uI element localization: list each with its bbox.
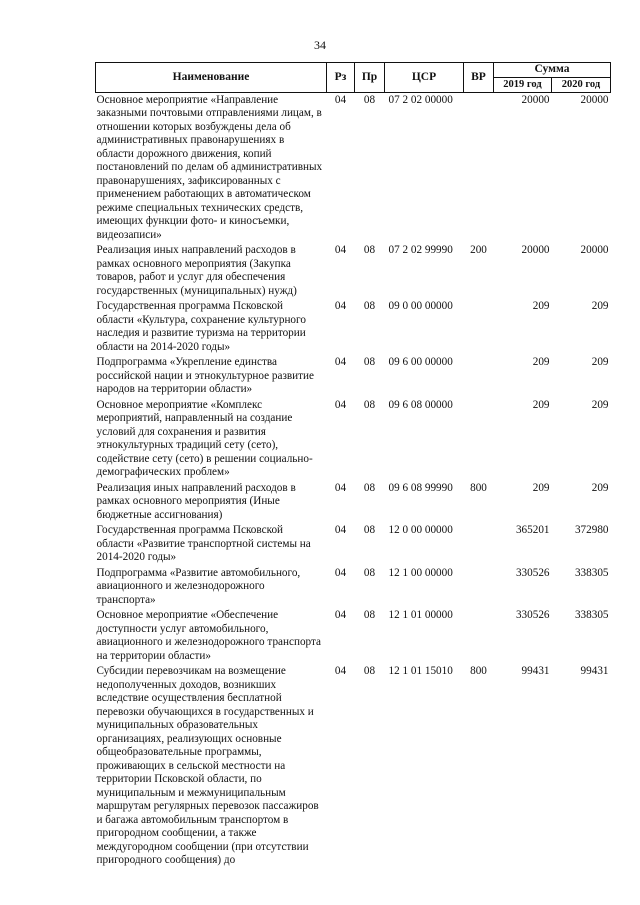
header-name: Наименование [96,63,327,93]
row-rz: 04 [334,609,347,621]
row-amount-2020: 209 [591,398,609,411]
budget-table [95,62,611,870]
row-vr [464,609,494,665]
row-rz: 04 [334,300,347,312]
row-amount-2019: 365201 [515,524,550,536]
row-amount-2019: 209 [532,300,550,312]
row-name: Подпрограмма «Развитие автомобильного, авиационного и железнодорожного транспорта» [96,566,301,606]
row-name: Реализация иных направлений расходов в рамках основного мероприятия (Закупка товаров, работ и услуг для обеспечения государственных (муниципальных) нужд) [96,244,297,297]
row-name: Подпрограмма «Укрепление единства российской нации и этнокультурное развитие народов на территории области» [96,356,314,395]
header-year-2019: 2019 год [494,78,552,93]
row-amount-2020: 338305 [574,566,609,579]
table-row [96,356,611,399]
header-rz: Рз [327,63,355,93]
table-header [96,63,611,93]
table-row [96,524,611,567]
row-pr: 08 [363,524,376,536]
table-row [96,567,611,610]
row-amount-2020: 99431 [580,665,609,677]
row-csr: 12 0 00 00000 [388,524,453,536]
row-pr: 08 [363,356,376,368]
table-body [96,92,611,870]
header-csr: ЦСР [385,63,464,93]
table-row [96,665,611,870]
row-pr: 08 [363,244,376,256]
row-pr: 08 [363,93,376,106]
row-name: Основное мероприятие «Направление заказными почтовыми отправлениями лицам, в отношении которых возбуждены дела об административных правонарушениях в области дорожного движения, копий постановлений по делам об административных правонарушениях, зафиксированных с применением работающих в автоматическом режиме специальных технических средств, имеющих функции фото- и киносъемки, видеозаписи» [96,93,323,241]
row-amount-2020: 209 [591,356,609,368]
row-amount-2019: 209 [532,356,550,368]
row-vr: 800 [470,481,487,494]
row-csr: 09 6 00 00000 [388,356,453,368]
row-name: Реализация иных направлений расходов в рамках основного мероприятия (Иные бюджетные ассигнования) [96,481,296,521]
row-amount-2020: 209 [591,481,609,494]
header-sum: Сумма [494,63,611,78]
table-row [96,609,611,665]
row-amount-2019: 20000 [521,244,550,256]
row-amount-2020: 372980 [574,524,609,536]
budget-table-container [95,62,610,870]
row-vr [464,524,494,567]
row-name: Основное мероприятие «Обеспечение доступности услуг автомобильного, авиационного и железнодорожного транспорта на территории области» [96,609,321,662]
row-pr: 08 [363,481,376,494]
row-amount-2019: 20000 [521,93,550,106]
table-row [96,244,611,300]
row-csr: 07 2 02 00000 [388,93,453,106]
row-csr: 12 1 00 00000 [388,566,453,579]
table-row [96,399,611,482]
row-amount-2019: 330526 [515,566,550,579]
row-csr: 07 2 02 99990 [388,244,453,256]
row-pr: 08 [363,609,376,621]
row-rz: 04 [334,524,347,536]
row-amount-2020: 20000 [580,93,609,106]
header-year-2020: 2020 год [552,78,611,93]
row-csr: 09 6 08 99990 [388,481,453,494]
row-rz: 04 [334,665,347,677]
row-csr: 12 1 01 00000 [388,609,453,621]
row-rz: 04 [334,244,347,256]
row-amount-2019: 209 [532,398,550,411]
table-row [96,92,611,244]
row-rz: 04 [334,356,347,368]
row-vr [464,92,494,244]
header-vr: ВР [464,63,494,93]
row-amount-2019: 330526 [515,609,550,621]
row-amount-2020: 20000 [580,244,609,256]
row-amount-2019: 99431 [521,665,550,677]
row-vr [464,300,494,356]
row-amount-2019: 209 [532,481,550,494]
row-vr [464,356,494,399]
row-vr [464,567,494,610]
row-rz: 04 [334,481,347,494]
row-name: Основное мероприятие «Комплекс мероприятий, направленный на создание условий для сохранения и развития этнокультурных традиций сету (сето), содействие сету (сето) в решении социально-демографических проблем» [96,398,313,478]
header-pr: Пр [355,63,385,93]
table-row [96,300,611,356]
row-vr: 200 [470,244,487,256]
row-rz: 04 [334,566,347,579]
table-row [96,482,611,525]
row-amount-2020: 338305 [574,609,609,621]
row-csr: 12 1 01 15010 [388,665,453,677]
row-csr: 09 6 08 00000 [388,398,453,411]
row-name: Субсидии перевозчикам на возмещение недополученных доходов, возникших вследствие осуществления бесплатной перевозки обучающихся в государственных и муниципальных образовательных организациях, реализующих основные общеобразовательные программы, проживающих в сельской местности на территории Псковской области, по муниципальным и межмуниципальным маршрутам регулярных перевозок пассажиров и багажа автомобильным транспортом в пригородном сообщении, а также междугородном сообщении (при отсутствии пригородного сообщения) до [96,665,319,866]
row-pr: 08 [363,665,376,677]
row-pr: 08 [363,398,376,411]
row-csr: 09 0 00 00000 [388,300,453,312]
row-vr: 800 [470,665,487,677]
row-rz: 04 [334,398,347,411]
row-pr: 08 [363,566,376,579]
row-rz: 04 [334,93,347,106]
row-pr: 08 [363,300,376,312]
row-amount-2020: 209 [591,300,609,312]
row-name: Государственная программа Псковской области «Развитие транспортной системы на 2014-2020 годы» [96,524,311,563]
row-vr [464,399,494,482]
page-number: 34 [314,38,326,52]
row-name: Государственная программа Псковской области «Культура, сохранение культурного наследия и развитие туризма на территории области на 2014-2020 годы» [96,300,306,353]
